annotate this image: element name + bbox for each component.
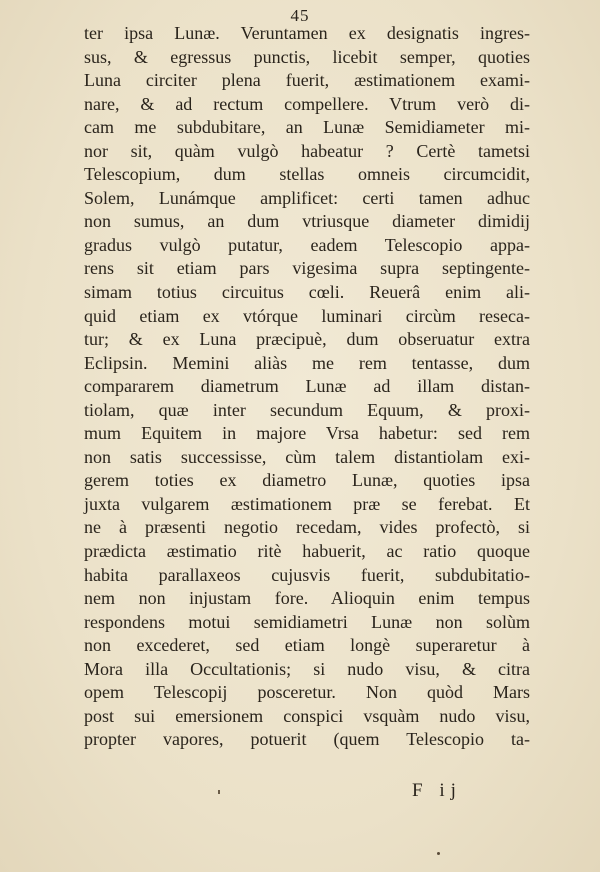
text-line: post sui emersionem conspici vsquàm nudo visu, [84, 705, 530, 726]
text-line: juxta vulgarem æstimationem præ se ferebat. Et [84, 493, 530, 514]
text-line: Solem, Lunámque amplificet: certi tamen adhuc [84, 187, 530, 208]
ink-mark [218, 790, 220, 794]
text-line: non satis successisse, cùm talem distantiolam exi- [84, 446, 530, 467]
text-line: compararem diametrum Lunæ ad illam distan- [84, 376, 530, 397]
text-line: Luna circiter plena fuerit, æstimationem exami- [84, 70, 530, 91]
text-line: quid etiam ex vtórque luminari circùm reseca- [84, 305, 530, 326]
text-line: tur; & ex Luna præcipuè, dum obseruatur extra [84, 329, 530, 350]
signature-mark: F ij [412, 780, 462, 801]
text-line: gradus vulgò putatur, eadem Telescopio appa- [84, 234, 530, 255]
text-line: gerem toties ex diametro Lunæ, quoties ipsa [84, 470, 530, 491]
text-line: nare, & ad rectum compellere. Vtrum verò di- [84, 93, 530, 114]
text-line: tiolam, quæ inter secundum Equum, & proxi- [84, 399, 530, 420]
text-line: habita parallaxeos cujusvis fuerit, subdubitatio- [84, 564, 530, 585]
text-line: Telescopium, dum stellas omneis circumcidit, [84, 164, 530, 185]
text-line: nem non injustam fore. Alioquin enim tempus [84, 588, 530, 609]
page-number: 45 [290, 6, 310, 25]
body-text [84, 22, 530, 752]
ink-speck [437, 852, 440, 855]
text-line: propter vapores, potuerit (quem Telescopio ta- [84, 729, 530, 750]
text-line: nor sit, quàm vulgò habeatur ? Certè tametsi [84, 140, 530, 161]
text-line: Eclipsin. Memini aliàs me rem tentasse, dum [84, 352, 530, 373]
text-line: prædicta æstimatio ritè habuerit, ac ratio quoque [84, 541, 530, 562]
text-line: ne à præsenti negotio recedam, vides profectò, si [84, 517, 530, 538]
text-line: Mora illa Occultationis; si nudo visu, & citra [84, 658, 530, 679]
text-line: sus, & egressus punctis, licebit semper, quoties [84, 46, 530, 67]
text-line: mum Equitem in majore Vrsa habetur: sed rem [84, 423, 530, 444]
text-line: respondens motui semidiametri Lunæ non solùm [84, 611, 530, 632]
text-line: non excederet, sed etiam longè superaretur à [84, 635, 530, 656]
text-line: opem Telescopij posceretur. Non quòd Mars [84, 682, 530, 703]
text-line: simam totius circuitus cœli. Reuerâ enim ali- [84, 282, 530, 303]
text-line: non sumus, an dum vtriusque diameter dimidij [84, 211, 530, 232]
text-line: cam me subdubitare, an Lunæ Semidiameter mi- [84, 117, 530, 138]
text-line: rens sit etiam pars vigesima supra septingente- [84, 258, 530, 279]
text-line: ter ipsa Lunæ. Veruntamen ex designatis ingres- [84, 23, 530, 43]
